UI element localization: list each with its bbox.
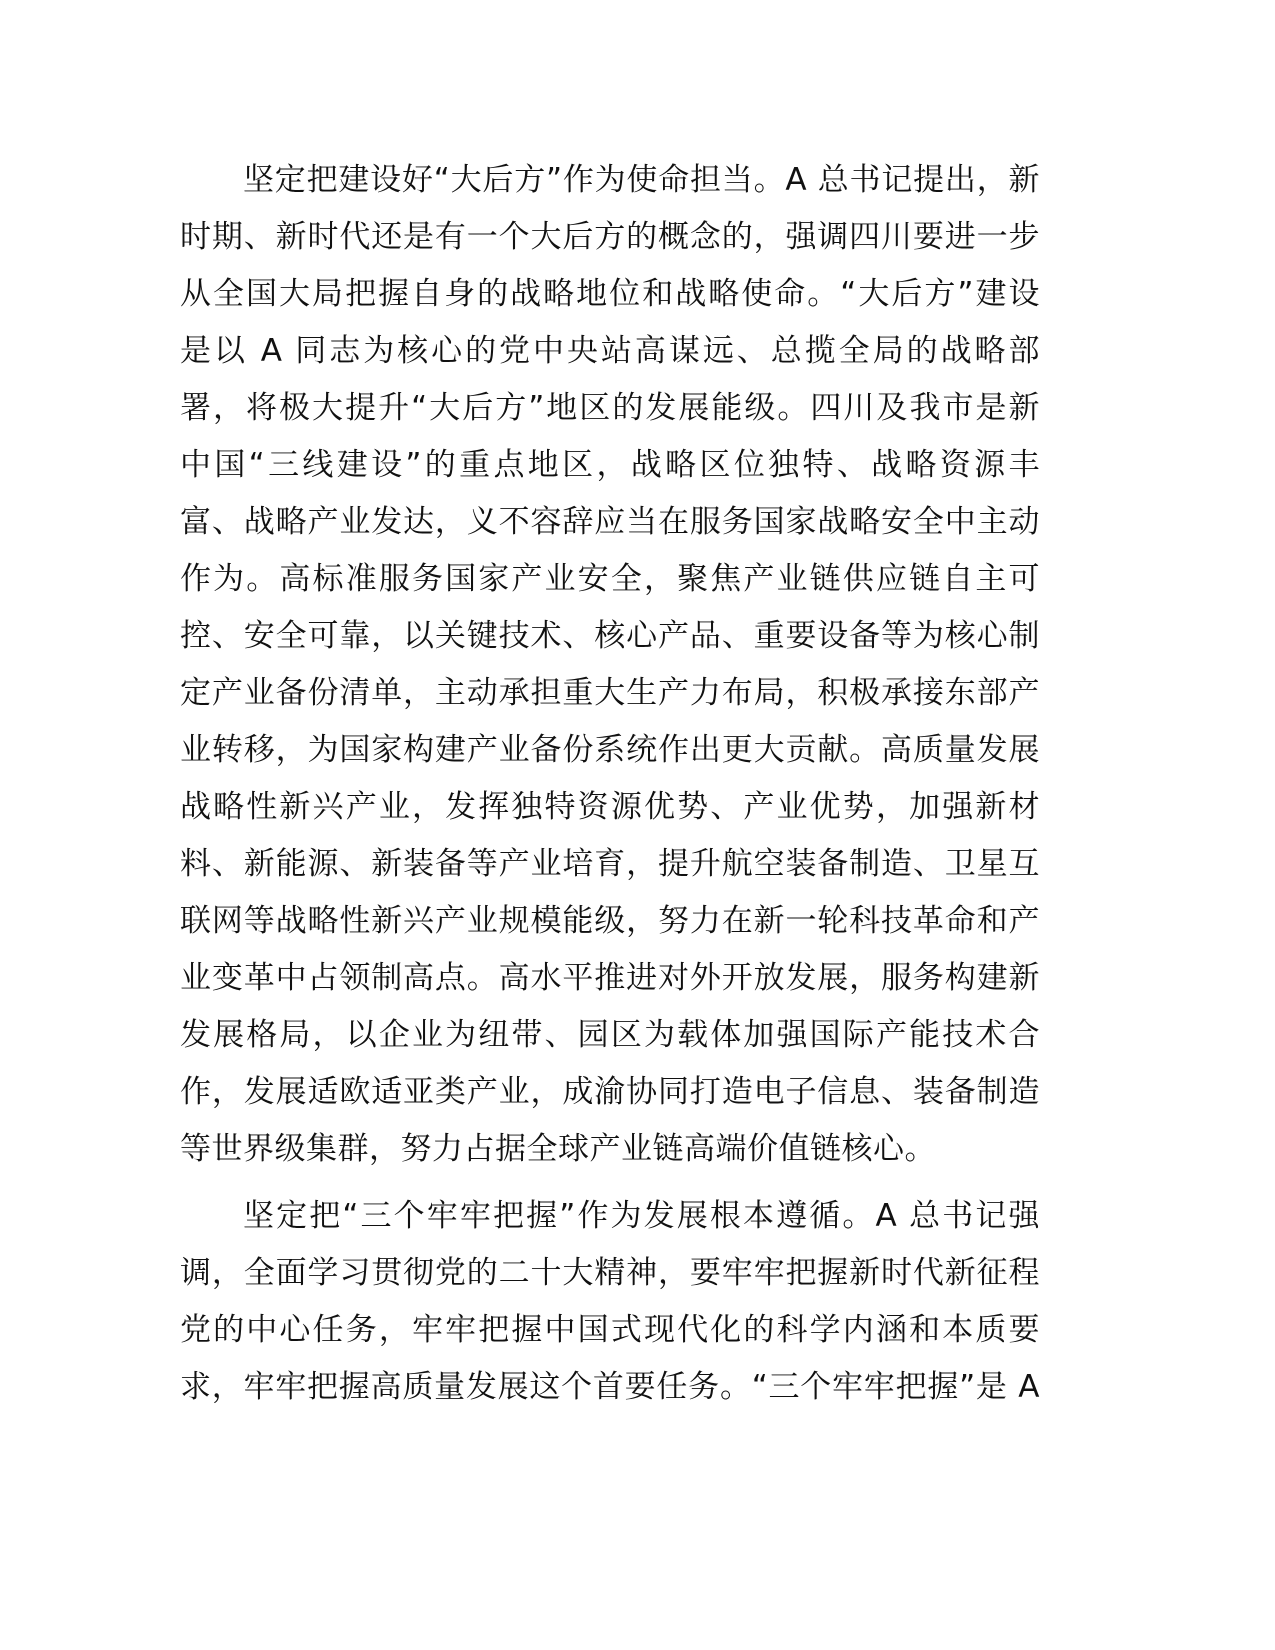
text-line: 调，全面学习贯彻党的二十大精神，要牢牢把握新时代新征程 <box>180 1255 1040 1291</box>
text-line: 中国“三线建设”的重点地区，战略区位独特、战略资源丰 <box>180 447 1040 483</box>
text-line: 发展格局，以企业为纽带、园区为载体加强国际产能技术合 <box>180 1017 1040 1053</box>
text-line: 富、战略产业发达，义不容辞应当在服务国家战略安全中主动 <box>180 504 1040 540</box>
body-text <box>180 152 1040 1416</box>
text-line: 料、新能源、新装备等产业培育，提升航空装备制造、卫星互 <box>180 846 1040 882</box>
text-line: 署，将极大提升“大后方”地区的发展能级。四川及我市是新 <box>180 390 1040 426</box>
paragraph-1 <box>180 152 1040 1178</box>
text-line: 业变革中占领制高点。高水平推进对外开放发展，服务构建新 <box>180 960 1040 996</box>
text-line: 是以 A 同志为核心的党中央站高谋远、总揽全局的战略部 <box>180 333 1040 369</box>
paragraph-2 <box>180 1188 1040 1416</box>
text-line: 联网等战略性新兴产业规模能级，努力在新一轮科技革命和产 <box>180 903 1040 939</box>
text-line: 党的中心任务，牢牢把握中国式现代化的科学内涵和本质要 <box>180 1312 1040 1348</box>
text-line: 等世界级集群，努力占据全球产业链高端价值链核心。 <box>180 1131 936 1167</box>
text-line: 坚定把建设好“大后方”作为使命担当。A 总书记提出，新 <box>243 162 1040 198</box>
text-line: 时期、新时代还是有一个大后方的概念的，强调四川要进一步 <box>180 219 1040 255</box>
text-line: 定产业备份清单，主动承担重大生产力布局，积极承接东部产 <box>180 675 1040 711</box>
text-line: 业转移，为国家构建产业备份系统作出更大贡献。高质量发展 <box>180 732 1040 768</box>
text-line: 作为。高标准服务国家产业安全，聚焦产业链供应链自主可 <box>180 561 1040 597</box>
text-line: 从全国大局把握自身的战略地位和战略使命。“大后方”建设 <box>180 276 1040 312</box>
text-line: 战略性新兴产业，发挥独特资源优势、产业优势，加强新材 <box>180 789 1040 825</box>
paragraph-spacer <box>180 1178 1040 1188</box>
text-line: 作，发展适欧适亚类产业，成渝协同打造电子信息、装备制造 <box>180 1074 1040 1110</box>
text-line: 控、安全可靠，以关键技术、核心产品、重要设备等为核心制 <box>180 618 1040 654</box>
text-line: 坚定把“三个牢牢把握”作为发展根本遵循。A 总书记强 <box>243 1198 1040 1234</box>
text-line: 求，牢牢把握高质量发展这个首要任务。“三个牢牢把握”是 A <box>180 1369 1040 1405</box>
